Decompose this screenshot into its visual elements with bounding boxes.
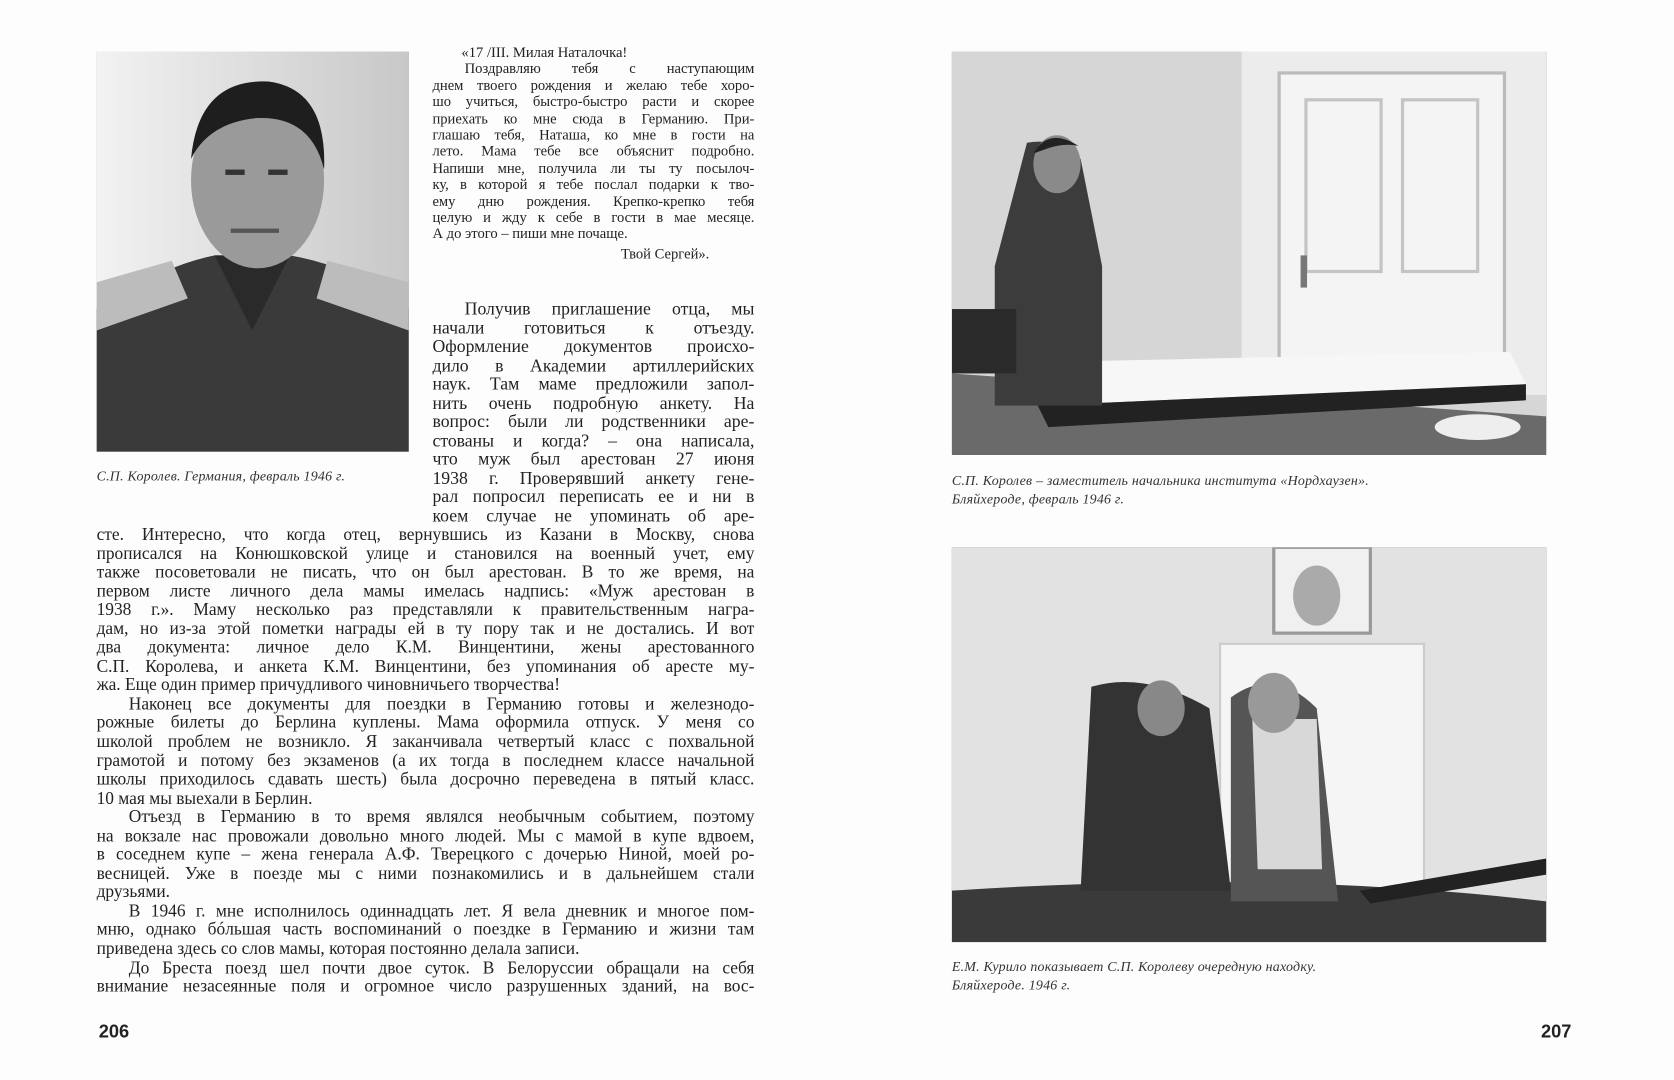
letter-signature: Твой Сергей». (620, 245, 710, 262)
text-line: дило в Академии артиллерийских (432, 355, 755, 375)
text-line: 1938 г. Проверявший анкету гене- (432, 468, 755, 488)
text-line: В 1946 г. мне исполнилось одиннадцать лет. Я вела дневник и многое пом- (128, 902, 755, 921)
text-line: А до этого – пиши мне почаще. (432, 225, 628, 242)
text-line: что муж был арестован 27 июня (432, 450, 755, 469)
text-line: С.П. Королева, и анкета К.М. Винцентини, без упоминания об аресте му- (96, 657, 755, 676)
page-number-right: 207 (1540, 1021, 1572, 1042)
text-line: Напиши мне, получила ли ты ту посылоч- (432, 159, 755, 176)
text-line: днем твоего рождения и желаю тебе хоро- (432, 77, 755, 94)
text-line: на вокзале нас провожали довольно много людей. Мы с мамой в купе вдвоем, (96, 827, 755, 846)
text-line: ку, в которой я тебе послал подарки к тво- (432, 176, 755, 193)
page-number-left: 206 (98, 1021, 130, 1042)
text-line: лето. Мама тебе все объяснит подробно. (432, 143, 755, 160)
text-line: приехать ко мне сюда в Германию. При- (432, 110, 755, 127)
text-line: дам, но из-за этой пометки награды ей в ту пору так и не достались. И вот (96, 619, 755, 639)
text-line: Получив приглашение отца, мы (464, 299, 755, 319)
text-line: мню, однако бóльшая часть воспоминаний о поездке в Германию и жизни там (96, 921, 755, 940)
letter-quote (432, 44, 754, 262)
photo-top-caption (952, 471, 1369, 507)
text-line: также посоветовали не писать, что он был арестован. В то же время, на (96, 563, 755, 582)
photo-top-caption-line: С.П. Королев – заместитель начальника института «Нордхаузен». (951, 472, 1369, 489)
text-line: коем случае не упоминать об аре- (432, 506, 755, 526)
text-line: нить очень подробную анкету. На (432, 393, 755, 413)
text-line: сте. Интересно, что когда отец, вернувшись из Казани в Москву, снова (96, 525, 755, 545)
text-line: начали готовиться к отъезду. (432, 318, 755, 338)
text-line: два документа: личное дело К.М. Винцентини, жены арестованного (96, 638, 755, 658)
text-line: Наконец все документы для поездки в Германию готовы и железнодо- (128, 695, 755, 714)
narrow-text-column (432, 299, 754, 525)
text-line: шо учиться, быстро-быстро расти и скорее (432, 93, 755, 110)
photo-bottom-caption (952, 957, 1316, 993)
text-line: первом листе личного дела мамы имелась надпись: «Муж арестован в (96, 582, 755, 601)
text-line: целую и жду к себе в гости в мае месяце. (432, 209, 755, 226)
text-line: в соседнем купе – жена генерала А.Ф. Тверецкого с дочерью Ниной, моей ро- (96, 845, 755, 865)
text-line: друзьями. (96, 883, 170, 902)
text-line: наук. Там маме предложили запол- (432, 374, 755, 394)
text-line: 10 мая мы выехали в Берлин. (96, 789, 313, 808)
text-line: Поздравляю тебя с наступающим (464, 60, 755, 77)
text-line: школы приходилось сдавать шесть) была досрочно переведена в пятый класс. (96, 770, 755, 789)
text-line: Оформление документов происхо- (432, 337, 755, 356)
text-line: 1938 г.». Маму несколько раз представляли к правительственным награ- (96, 601, 755, 620)
photo-top-caption-line: Бляйхероде, февраль 1946 г. (951, 490, 1125, 507)
photo-office-telephone (952, 52, 1546, 455)
text-line: грамотой и потому без экзаменов (а их тогда в последнем классе начальной (96, 751, 755, 771)
text-line: ему дню рождения. Крепко-крепко тебя (432, 192, 755, 209)
photo-bottom-caption-line: Е.М. Курило показывает С.П. Королеву очередную находку. (951, 958, 1317, 975)
letter-greeting: «17 /III. Милая Наталочка! (461, 43, 628, 61)
text-line: рожные билеты до Берлина куплены. Мама оформила отпуск. У меня со (96, 714, 755, 733)
text-line: жа. Еще один пример причудливого чиновничьего творчества! (96, 676, 561, 695)
photo-two-men-table (952, 547, 1546, 942)
text-line: До Бреста поезд шел почти двое суток. В Белоруссии обращали на себя (128, 958, 755, 978)
full-text-column (97, 526, 755, 997)
text-line: внимание незасеянные поля и огромное число разрушенных зданий, на вос- (96, 977, 755, 996)
text-line: глашаю тебя, Наташа, ко мне в гости на (432, 126, 755, 143)
photo-bottom-caption-line: Бляйхероде. 1946 г. (951, 976, 1071, 993)
text-line: приведена здесь со слов мамы, которая постоянно делала записи. (96, 940, 580, 959)
text-line: стованы и когда? – она написала, (432, 431, 755, 451)
portrait-caption: С.П. Королев. Германия, февраль 1946 г. (96, 467, 346, 484)
text-line: весницей. Уже в поезде мы с ними познакомились и в дальнейшем стали (96, 864, 755, 883)
text-line: вопрос: были ли родственники аре- (432, 412, 755, 432)
text-line: школой проблем не возникло. Я заканчивала четвертый класс с похвальной (96, 732, 755, 752)
text-line: Отъезд в Германию в то время являлся необычным событием, поэтому (128, 808, 755, 827)
text-line: рал попросил переписать ее и ни в (432, 487, 755, 507)
text-line: прописался на Конюшковской улице и становился на военный учет, ему (96, 544, 755, 563)
portrait-photo (97, 52, 409, 452)
